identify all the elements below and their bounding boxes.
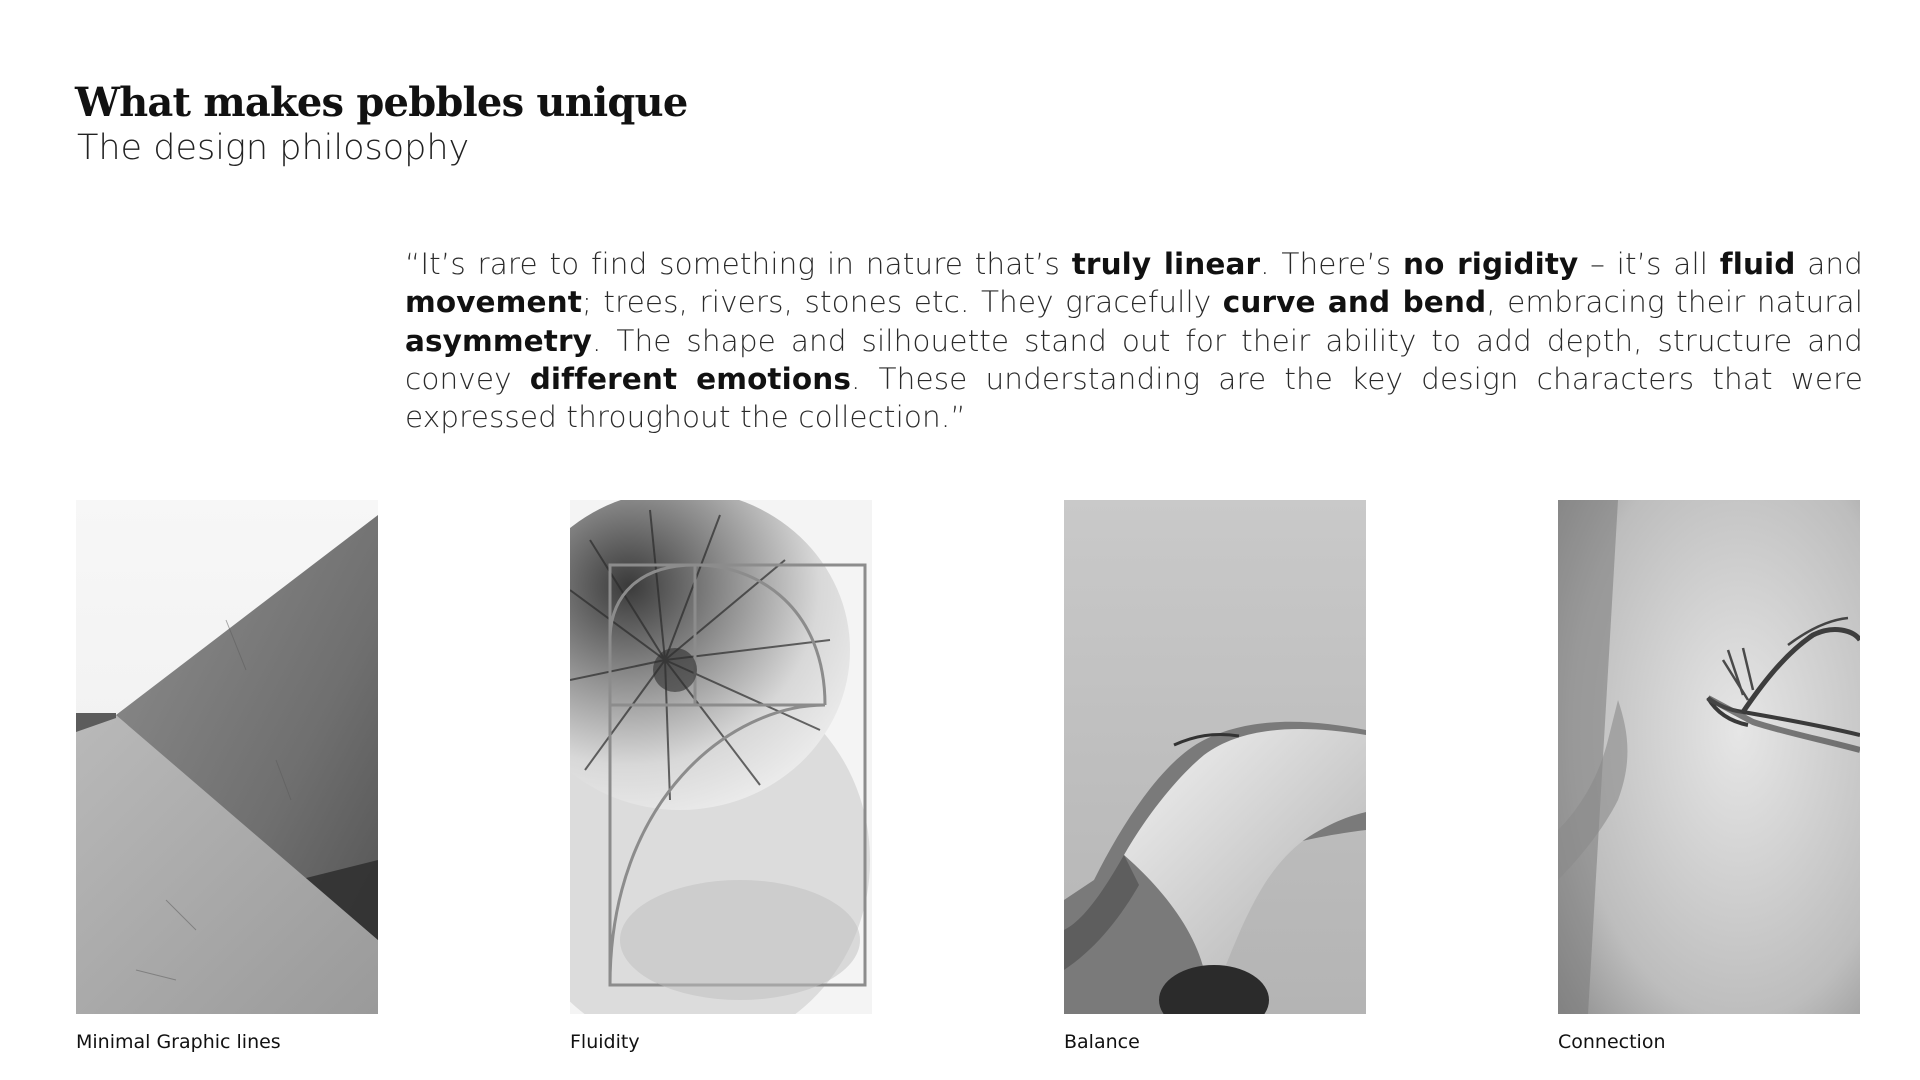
- reaching-hands-image: [1558, 500, 1860, 1014]
- page-subtitle: The design philosophy: [77, 128, 470, 168]
- quote-text: , embracing their natural: [1486, 285, 1864, 320]
- gallery-caption: Connection: [1558, 1031, 1666, 1053]
- quote-text: . There’s: [1260, 247, 1404, 281]
- quote-emphasis: fluid: [1719, 247, 1796, 281]
- gallery-caption: Minimal Graphic lines: [76, 1031, 281, 1053]
- quote-text: . The shape and silhouette stand out for their ability to add depth, structure and convey: [405, 323, 1863, 396]
- nautilus-shell-image: [570, 500, 872, 1014]
- gallery-card-fluidity: [570, 500, 872, 1054]
- philosophy-quote: [405, 245, 1863, 436]
- gallery-card-balance: [1064, 500, 1366, 1054]
- concrete-walls-image: [76, 500, 378, 1014]
- quote-text: “It’s rare to find something in nature that’s: [405, 247, 1072, 281]
- quote-text: – it’s all: [1578, 247, 1720, 281]
- gallery-caption: Fluidity: [570, 1031, 640, 1053]
- quote-text: ; trees, rivers, stones etc. They gracefully: [581, 285, 1223, 320]
- quote-emphasis: asymmetry: [405, 323, 592, 358]
- backbend-pose-image: [1064, 500, 1366, 1014]
- gallery-card-connection: [1558, 500, 1860, 1054]
- gallery-card-minimal-graphic-lines: [76, 500, 378, 1054]
- quote-text: and: [1795, 247, 1864, 281]
- gallery-caption: Balance: [1064, 1031, 1140, 1053]
- quote-emphasis: curve and bend: [1222, 285, 1487, 320]
- quote-emphasis: truly linear: [1071, 247, 1261, 281]
- quote-emphasis: no rigidity: [1403, 247, 1579, 281]
- quote-emphasis: different emotions: [529, 361, 851, 396]
- quote-emphasis: movement: [405, 285, 582, 320]
- quote-text: . These understanding are the key design characters that were expressed throughout the collection.”: [405, 361, 1863, 435]
- page-title: What makes pebbles unique: [75, 79, 688, 126]
